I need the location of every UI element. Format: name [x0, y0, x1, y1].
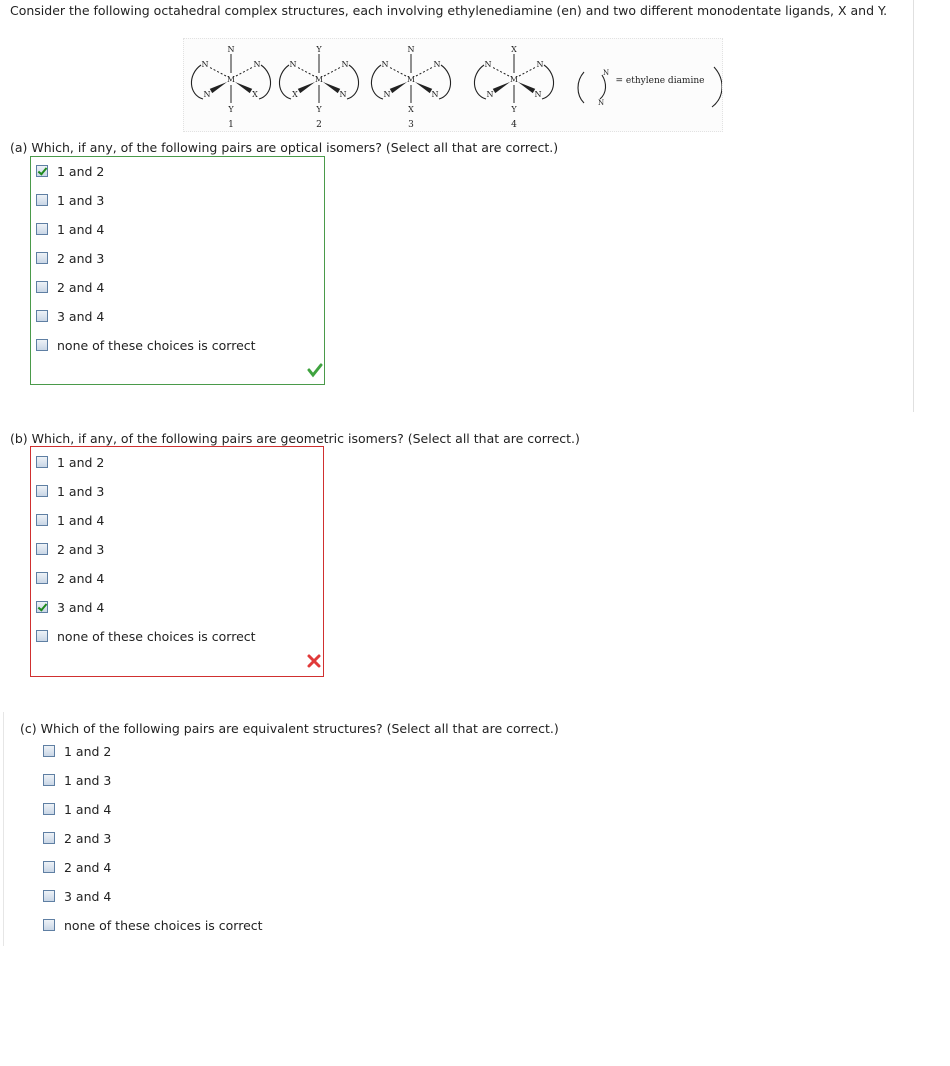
ligand-atom: Y [316, 105, 322, 114]
checkbox[interactable] [36, 223, 48, 235]
checkbox[interactable] [36, 485, 48, 497]
checkbox[interactable] [36, 572, 48, 584]
checkbox[interactable] [43, 919, 55, 931]
option-label: 3 and 4 [57, 599, 105, 615]
correct-check-icon [307, 362, 323, 378]
checkbox[interactable] [43, 745, 55, 757]
option-label: 1 and 4 [57, 221, 105, 237]
answer-option[interactable] [36, 628, 256, 644]
checkbox[interactable] [36, 630, 48, 642]
answer-option[interactable] [43, 888, 111, 904]
answer-option[interactable] [43, 859, 111, 875]
option-label: 2 and 3 [57, 250, 105, 266]
wedge-bond [518, 82, 535, 93]
option-label: 1 and 4 [57, 512, 105, 528]
en-ring [279, 65, 291, 99]
answer-option[interactable] [43, 772, 111, 788]
checkbox[interactable] [36, 310, 48, 322]
ligand-atom: N [381, 60, 389, 69]
option-label: 1 and 3 [64, 772, 112, 788]
ligand-atom: N [597, 99, 605, 107]
ligand-atom: Y [316, 45, 322, 54]
option-label: 2 and 4 [57, 570, 105, 586]
ligand-atom: N [534, 90, 542, 99]
ligand-atom: N [289, 60, 297, 69]
ligand-atom: N [203, 90, 211, 99]
question-prompt: (a) Which, if any, of the following pairs are optical isomers? (Select all that are correct.) [10, 140, 559, 155]
answer-option[interactable] [36, 541, 104, 557]
answer-option[interactable] [36, 599, 104, 615]
answer-option[interactable] [36, 337, 256, 353]
ligand-atom: N [227, 45, 235, 54]
checkbox[interactable] [36, 281, 48, 293]
dashed-bond [324, 67, 341, 76]
dashed-bond [209, 67, 226, 76]
answer-option[interactable] [43, 743, 111, 759]
metal-atom: M [226, 75, 236, 84]
metal-atom: M [314, 75, 324, 84]
metal-atom: M [509, 75, 519, 84]
dashed-bond [416, 67, 433, 76]
structure-label: 3 [408, 120, 414, 130]
option-label: 1 and 2 [57, 454, 105, 470]
ligand-atom: N [253, 60, 261, 69]
question-prompt: (b) Which, if any, of the following pairs are geometric isomers? (Select all that are correct.) [10, 431, 580, 446]
option-label: 1 and 3 [57, 192, 105, 208]
wedge-bond [235, 82, 252, 93]
answer-option[interactable] [36, 308, 104, 324]
checkbox[interactable] [43, 832, 55, 844]
dashed-bond [519, 67, 536, 76]
en-ring [259, 65, 271, 99]
answer-option[interactable] [36, 250, 104, 266]
answer-option[interactable] [36, 279, 104, 295]
question-intro: Consider the following octahedral complex structures, each involving ethylenediamine (en) and two different monodentate ligands, X and Y. [10, 3, 888, 18]
checkbox[interactable] [36, 543, 48, 555]
answer-option[interactable] [36, 163, 104, 179]
checkbox[interactable] [43, 861, 55, 873]
answer-option[interactable] [43, 917, 263, 933]
ligand-atom: Y [511, 105, 517, 114]
ligand-atom: N [484, 60, 492, 69]
checkbox[interactable] [43, 803, 55, 815]
checkbox[interactable] [36, 339, 48, 351]
ligand-atom: N [486, 90, 494, 99]
option-label: 1 and 2 [57, 163, 105, 179]
dashed-bond [297, 67, 314, 76]
en-ring [712, 67, 722, 107]
ligand-atom: N [536, 60, 544, 69]
answer-option[interactable] [36, 570, 104, 586]
dashed-bond [389, 67, 406, 76]
checkbox[interactable] [36, 601, 48, 613]
checkbox[interactable] [36, 165, 48, 177]
ligand-atom: N [341, 60, 349, 69]
answer-option[interactable] [36, 454, 104, 470]
divider [913, 0, 914, 412]
answer-option[interactable] [36, 483, 104, 499]
incorrect-cross-icon [306, 653, 322, 669]
structure-label: 2 [316, 120, 322, 130]
option-label: 2 and 4 [57, 279, 105, 295]
complex-structures-figure [183, 38, 723, 132]
option-label: 1 and 4 [64, 801, 112, 817]
dashed-bond [492, 67, 509, 76]
en-ring [191, 65, 203, 99]
option-label: none of these choices is correct [64, 917, 263, 933]
option-label: 2 and 3 [64, 830, 112, 846]
en-ring [474, 65, 486, 99]
checkbox[interactable] [43, 774, 55, 786]
ligand-atom: N [407, 45, 415, 54]
legend-text: = ethylene diamine [615, 76, 705, 86]
wedge-bond [210, 82, 227, 93]
wedge-bond [415, 82, 432, 93]
en-ring [600, 75, 606, 99]
dashed-bond [236, 67, 253, 76]
en-ring [578, 72, 584, 103]
option-label: 1 and 3 [57, 483, 105, 499]
checkbox[interactable] [36, 194, 48, 206]
structure-label: 4 [511, 120, 517, 130]
ligand-atom: Y [228, 105, 234, 114]
ligand-atom: X [408, 105, 414, 114]
option-label: 2 and 3 [57, 541, 105, 557]
ligand-atom: X [511, 45, 517, 54]
option-label: 2 and 4 [64, 859, 112, 875]
option-label: none of these choices is correct [57, 337, 256, 353]
metal-atom: M [406, 75, 416, 84]
checkbox[interactable] [43, 890, 55, 902]
option-label: none of these choices is correct [57, 628, 256, 644]
wedge-bond [493, 82, 510, 93]
divider [3, 712, 4, 946]
ligand-atom: N [431, 90, 439, 99]
checkbox[interactable] [36, 456, 48, 468]
option-label: 3 and 4 [64, 888, 112, 904]
ligand-atom: X [292, 90, 298, 99]
option-label: 1 and 2 [64, 743, 112, 759]
ligand-atom: N [383, 90, 391, 99]
answer-option[interactable] [43, 801, 111, 817]
wedge-bond [390, 82, 407, 93]
answer-option[interactable] [36, 221, 104, 237]
option-label: 3 and 4 [57, 308, 105, 324]
en-ring [347, 65, 359, 99]
ligand-atom: N [339, 90, 347, 99]
answer-option[interactable] [36, 512, 104, 528]
ligand-atom: X [252, 90, 258, 99]
answer-option[interactable] [43, 830, 111, 846]
en-ring [542, 65, 554, 99]
structure-label: 1 [228, 120, 234, 130]
wedge-bond [323, 82, 340, 93]
ligand-atom: N [602, 69, 610, 77]
checkbox[interactable] [36, 252, 48, 264]
en-ring [439, 65, 451, 99]
ligand-atom: N [433, 60, 441, 69]
question-prompt: (c) Which of the following pairs are equivalent structures? (Select all that are correct.) [20, 721, 559, 736]
en-ring [371, 65, 383, 99]
wedge-bond [298, 82, 315, 93]
ligand-atom: N [201, 60, 209, 69]
checkbox[interactable] [36, 514, 48, 526]
answer-option[interactable] [36, 192, 104, 208]
